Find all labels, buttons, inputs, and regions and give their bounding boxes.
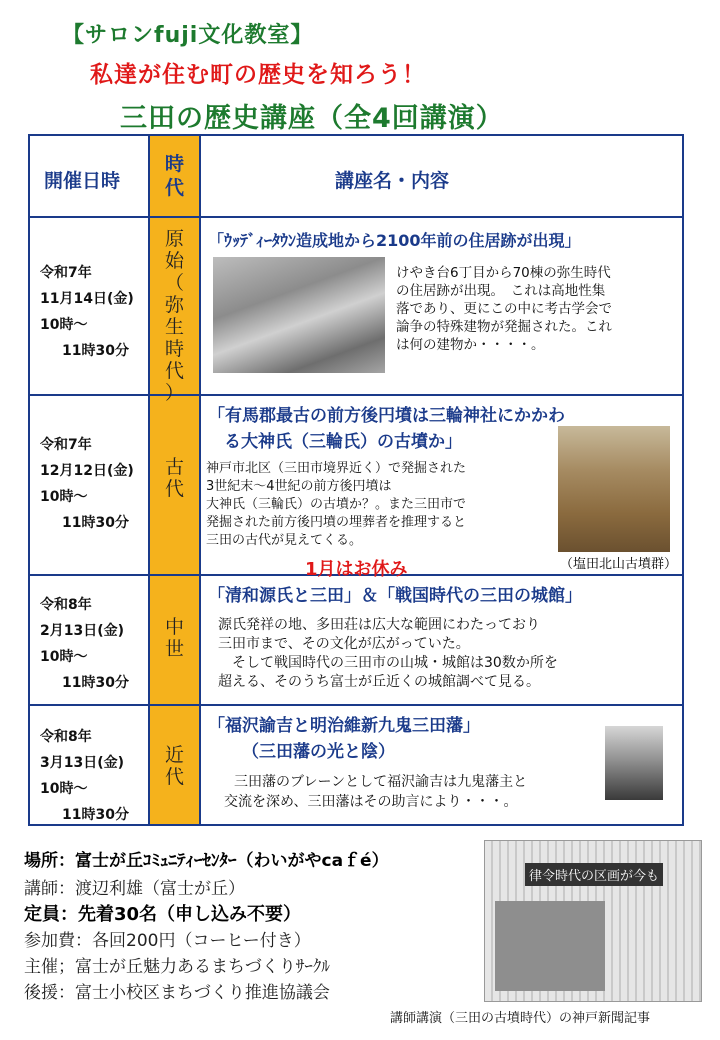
row1-era: 原 始 （ 弥 生 時 代 ） xyxy=(164,228,184,404)
row3-era: 中 世 xyxy=(164,616,184,660)
row2-desc: 神戸市北区（三田市境界近く）で発掘された 3世紀末～4世紀の前方後円墳は 大神氏（三輪氏）の古墳か？。また三田市で 発掘された前方後円墳の埋葬者を推理すると 三田の古代が見えてくる。 xyxy=(206,461,467,548)
support: 後援：富士小校区まちづくり推進協議会 xyxy=(24,983,330,1003)
january-break-note: 1月はお休み xyxy=(305,559,408,580)
excavation-photo xyxy=(213,257,385,373)
row3-title: 「清和源氏と三田」＆「戦国時代の三田の城館」 xyxy=(208,586,582,606)
divider xyxy=(199,136,201,824)
row4-title-1: 「福沢諭吉と明治維新九鬼三田藩」 xyxy=(208,716,480,736)
lecturer: 講師：渡辺利雄（富士が丘） xyxy=(24,879,245,899)
divider xyxy=(30,704,682,706)
header-date: 開催日時 xyxy=(44,170,121,192)
capacity: 定員：先着30名（申し込み不要） xyxy=(24,904,302,925)
row1-desc: けやき台6丁目から70棟の弥生時代 の住居跡が出現。 これは高地性集 落であり、更にこの中に考古学会で 論争の特殊建物が発掘された。これ は何の建物か・・・・。 xyxy=(396,265,612,353)
page-title: 三田の歴史講座（全4回講演） xyxy=(120,103,504,134)
news-caption: 講師講演（三田の古墳時代）の神戸新聞記事 xyxy=(390,1011,651,1026)
header-title: 講座名・内容 xyxy=(335,170,450,192)
kofun-photo xyxy=(558,426,670,552)
divider xyxy=(30,216,682,218)
lecture-table xyxy=(28,134,684,826)
row1-date: 令和7年 11月14日(金) 10時～ 11時30分 xyxy=(40,265,134,359)
venue: 場所：富士が丘ｺﾐｭﾆﾃｨｰｾﾝﾀｰ（わいがやcaｆé） xyxy=(24,851,389,871)
row1-title: 「ｳｯﾃﾞｨｰﾀｳﾝ造成地から2100年前の住居跡が出現」 xyxy=(208,231,581,250)
row4-title-2: （三田藩の光と陰） xyxy=(242,742,395,762)
row2-date: 令和7年 12月12日(金) 10時～ 11時30分 xyxy=(40,437,134,531)
row4-era: 近 代 xyxy=(164,744,184,788)
row2-title-1: 「有馬郡最古の前方後円墳は三輪神社にかかわ xyxy=(208,406,565,426)
row2-title-2: る大神氏（三輪氏）の古墳か」 xyxy=(224,432,462,452)
newspaper-clipping xyxy=(484,840,702,1002)
row3-desc: 源氏発祥の地、多田荘は広大な範囲にわたっており 三田市まで、その文化が広がっていた。 そして戦国時代の三田市の山城・城館は30数か所を 超える、そのうち富士が丘近くの城館調べて見る。 xyxy=(218,617,558,690)
organizer: 主催；富士が丘魅力あるまちづくりｻｰｸﾙ xyxy=(24,957,330,977)
news-map-image xyxy=(495,901,605,991)
fee: 参加費：各回200円（コーヒー付き） xyxy=(24,931,311,951)
row4-desc: 三田藩のブレーンとして福沢諭吉は九鬼藩主と 交流を深め、三田藩はその助言により・・・。 xyxy=(224,774,528,810)
row2-era: 古 代 xyxy=(164,456,184,500)
header-era: 時 代 xyxy=(164,153,184,199)
subtitle: 私達が住む町の歴史を知ろう！ xyxy=(90,62,426,88)
news-headline: 律令時代の区画が今も xyxy=(525,863,663,886)
row4-date: 令和8年 3月13日(金) 10時～ 11時30分 xyxy=(40,729,129,823)
kofun-photo-caption: （塩田北山古墳群） xyxy=(560,557,678,572)
fukuzawa-portrait xyxy=(605,726,663,800)
salon-title: 【サロンfuji文化教室】 xyxy=(62,23,314,48)
divider xyxy=(30,394,682,396)
row3-date: 令和8年 2月13日(金) 10時～ 11時30分 xyxy=(40,597,129,691)
